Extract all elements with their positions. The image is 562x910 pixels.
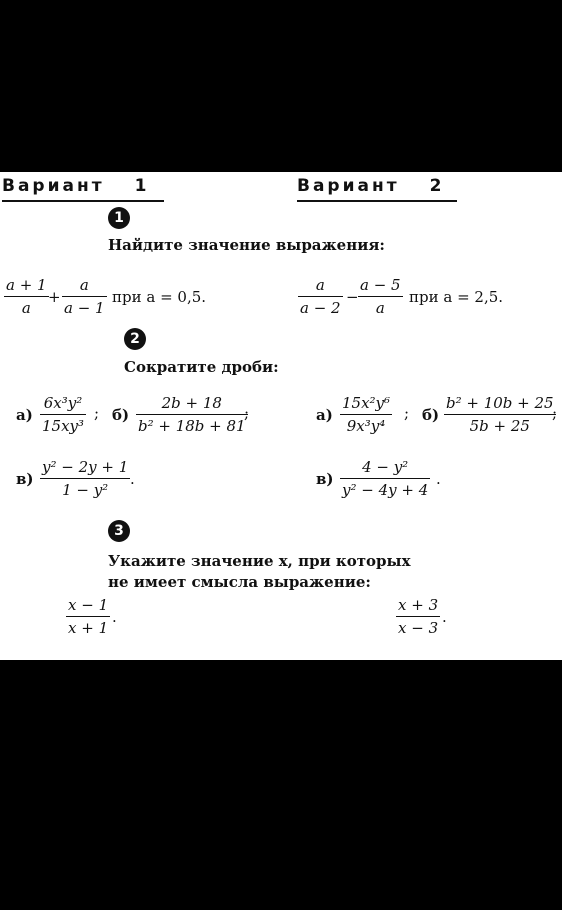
variant-2-title — [297, 176, 444, 196]
task-3-heading-line-1: Укажите значение x, при которых — [108, 552, 411, 570]
task-3-heading-line-2: не имеет смысла выражение: — [108, 573, 371, 591]
denominator: 15xy³ — [42, 417, 85, 435]
variant-1-label: Вариант — [2, 176, 105, 196]
denominator: 5b + 25 — [469, 417, 530, 435]
task-2-v1-fraction-c — [40, 458, 130, 499]
task-1-badge: 1 — [108, 207, 130, 229]
task-1-v2-condition: при a = 2,5. — [409, 288, 504, 306]
task-1-v2-operator: − — [346, 288, 359, 306]
task-2-v1-sep-b: ; — [244, 404, 250, 422]
task-3-v1-sep: . — [112, 608, 117, 626]
task-2-v1-label-a: а) — [16, 406, 33, 424]
denominator: a — [375, 299, 385, 317]
numerator: b² + 10b + 25 — [444, 394, 556, 415]
task-2-v2-fraction-c — [340, 458, 430, 499]
numerator: a + 1 — [4, 276, 49, 297]
numerator: x + 3 — [396, 596, 440, 617]
denominator: a — [21, 299, 31, 317]
task-1-v1-condition: при a = 0,5. — [112, 288, 207, 306]
numerator: a − 5 — [358, 276, 403, 297]
task-1-v2-fraction-2 — [358, 276, 403, 317]
variant-2-label: Вариант — [297, 176, 400, 196]
variant-1-underline — [2, 200, 164, 202]
numerator: 2b + 18 — [136, 394, 248, 415]
variant-1-title — [2, 176, 149, 196]
variant-2-underline — [297, 200, 457, 202]
task-2-v2-sep-c: . — [436, 470, 441, 488]
numerator: 15x²y⁶ — [340, 394, 392, 415]
numerator: 4 − y² — [340, 458, 430, 479]
denominator: x − 3 — [398, 619, 439, 637]
numerator: y² − 2y + 1 — [40, 458, 130, 479]
task-2-v1-fraction-b — [136, 394, 248, 435]
task-2-v2-fraction-b — [444, 394, 556, 435]
task-1-v1-fraction-2 — [62, 276, 107, 317]
numerator: a — [298, 276, 343, 297]
denominator: 1 − y² — [62, 481, 109, 499]
denominator: a − 2 — [300, 299, 341, 317]
task-1-v2-fraction-1 — [298, 276, 343, 317]
numerator: a — [62, 276, 107, 297]
task-2-v1-label-c: в) — [16, 470, 34, 488]
task-2-v1-label-b: б) — [112, 406, 130, 424]
task-2-v2-sep-b: ; — [552, 404, 558, 422]
task-2-v1-sep-a: ; — [94, 404, 100, 422]
task-1-v1-fraction-1 — [4, 276, 49, 317]
task-2-badge: 2 — [124, 328, 146, 350]
task-3-v1-fraction — [66, 596, 110, 637]
task-1-v1-operator: + — [48, 288, 61, 306]
task-2-heading: Сократите дроби: — [124, 358, 279, 376]
task-3-v2-fraction — [396, 596, 440, 637]
task-2-v1-fraction-a — [40, 394, 86, 435]
task-3-v2-sep: . — [442, 608, 447, 626]
task-2-v2-fraction-a — [340, 394, 392, 435]
task-2-v1-sep-c: . — [130, 470, 135, 488]
denominator: 9x³y⁴ — [346, 417, 386, 435]
denominator: x + 1 — [68, 619, 109, 637]
denominator: a − 1 — [64, 299, 105, 317]
worksheet-page — [0, 172, 562, 660]
denominator: b² + 18b + 81 — [138, 417, 246, 435]
numerator: x − 1 — [66, 596, 110, 617]
variant-1-number: 1 — [134, 176, 150, 196]
task-2-v2-label-a: а) — [316, 406, 333, 424]
task-2-v2-sep-a: ; — [404, 404, 410, 422]
task-3-badge: 3 — [108, 520, 130, 542]
variant-2-number: 2 — [429, 176, 445, 196]
numerator: 6x³y² — [40, 394, 86, 415]
task-2-v2-label-b: б) — [422, 406, 440, 424]
task-2-v2-label-c: в) — [316, 470, 334, 488]
task-1-heading: Найдите значение выражения: — [108, 236, 385, 254]
denominator: y² − 4y + 4 — [342, 481, 429, 499]
